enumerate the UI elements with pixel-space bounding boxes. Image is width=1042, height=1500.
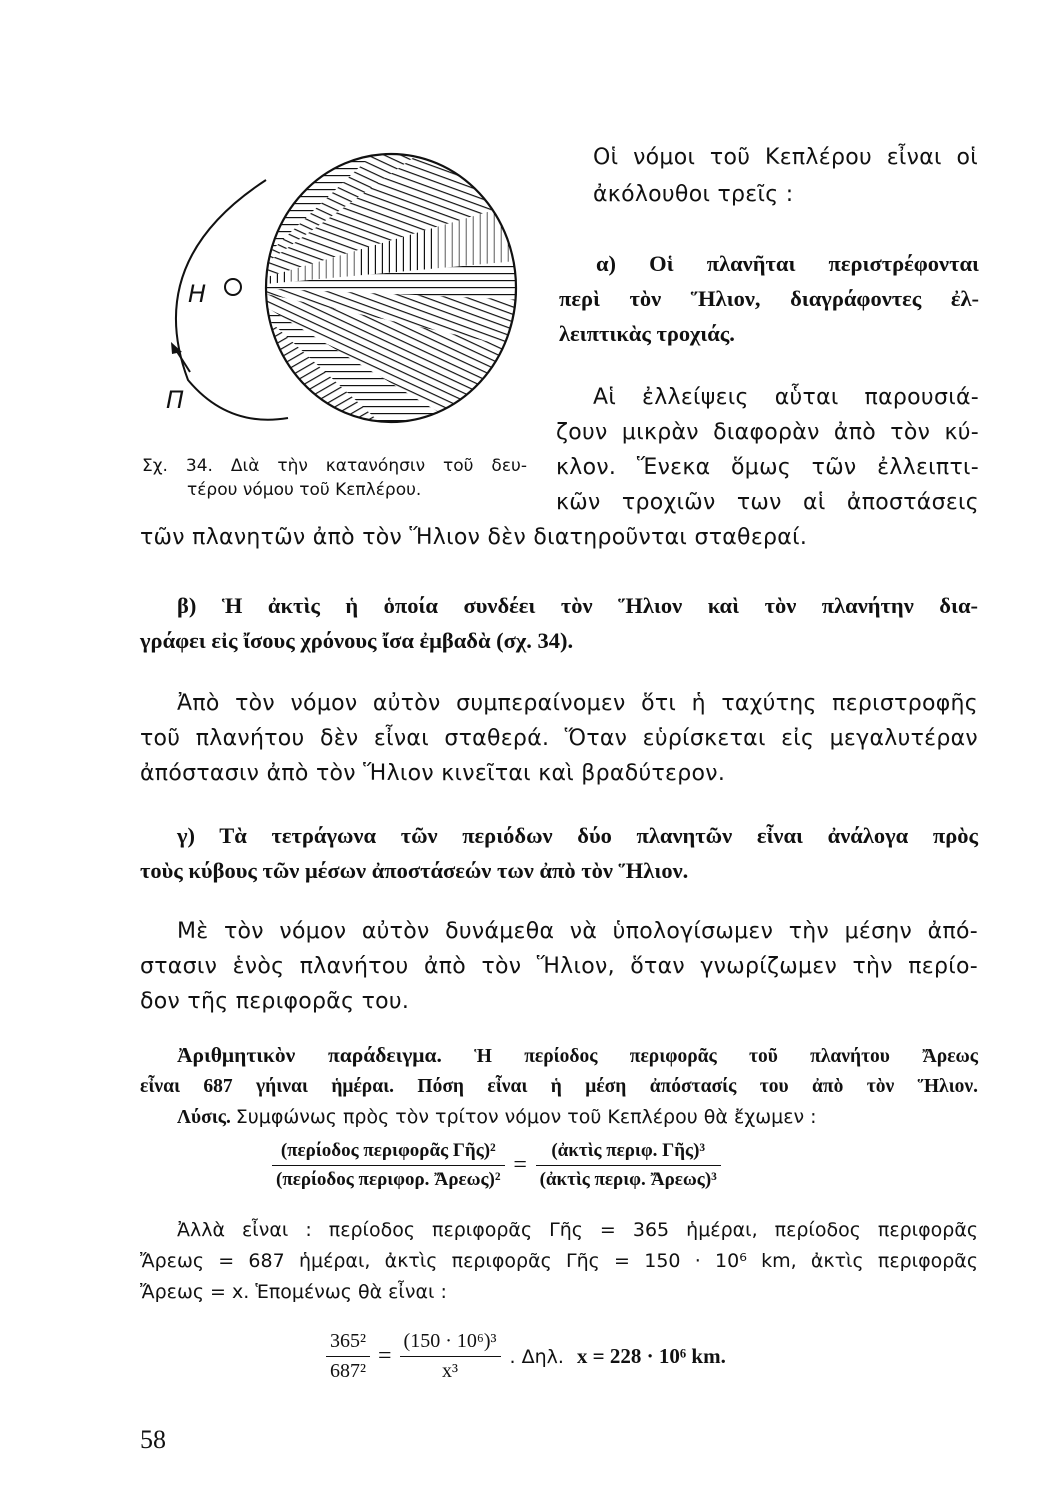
caption-line: Σχ. 34. Διὰ τὴν κατανόησιν τοῦ δευ- bbox=[142, 456, 527, 476]
equation-right-fraction bbox=[536, 1140, 721, 1191]
equation-kepler bbox=[272, 1140, 872, 1191]
eq1-right-denominator: (ἀκτὶς περιφ. Ἄρεως)³ bbox=[539, 1169, 717, 1190]
law-c-text-line: στασιν ἑνὸς πλανήτου ἀπὸ τὸν Ἥλιον, ὅταν γνωρίζωμεν τὴν περίο- bbox=[140, 954, 978, 979]
law-a-line: περὶ τὸν Ἥλιον, διαγράφοντες ἐλ- bbox=[559, 286, 979, 311]
example-block bbox=[140, 1040, 978, 1133]
solution-line bbox=[140, 1102, 978, 1133]
ellipse-line: κλον. Ἕνεκα ὅμως τῶν ἐλλειπτι- bbox=[556, 455, 979, 480]
intro-line: Οἱ νόμοι τοῦ Κεπλέρου εἶναι οἱ bbox=[593, 145, 978, 170]
law-a bbox=[559, 246, 979, 351]
ellipse-line: τῶν πλανητῶν ἀπὸ τὸν Ἥλιον δὲν διατηροῦνται σταθεραί. bbox=[140, 525, 808, 550]
values-line: Ἄρεως = x. Ἑπομένως θὰ εἶναι : bbox=[140, 1281, 447, 1303]
label-P: Π bbox=[166, 386, 185, 414]
law-c-paragraph bbox=[140, 914, 978, 1019]
eq1-left-numerator: (περίοδος περιφορᾶς Γῆς)² bbox=[272, 1140, 505, 1166]
values-line: Ἄρεως = 687 ἡμέραι, ἀκτὶς περιφορᾶς Γῆς = 150 · 10⁶ km, ἀκτὶς περιφορᾶς bbox=[140, 1250, 978, 1272]
direction-arrow bbox=[176, 350, 190, 372]
law-c-line: γ) Τὰ τετράγωνα τῶν περιόδων δύο πλανητῶν εἶναι ἀνάλογα πρὸς bbox=[177, 823, 978, 848]
law-a-line: λειπτικὰς τροχιάς. bbox=[559, 321, 735, 346]
eq2-result: x = 228 · 10⁶ km. bbox=[576, 1344, 726, 1368]
values-line: Ἀλλὰ εἶναι : περίοδος περιφορᾶς Γῆς = 365 ἡμέραι, περίοδος περιφορᾶς bbox=[177, 1219, 978, 1241]
solution-text: Συμφώνως πρὸς τὸν τρίτον νόμον τοῦ Κεπλέρου θὰ ἔχωμεν : bbox=[235, 1106, 817, 1128]
ellipse-paragraph-end bbox=[140, 520, 980, 555]
law-c-text-line: Μὲ τὸν νόμον αὐτὸν δυνάμεθα νὰ ὑπολογίσωμεν τὴν μέσην ἀπό- bbox=[177, 919, 978, 944]
law-b-text-line: ἀπόστασιν ἀπὸ τὸν Ἥλιον κινεῖται καὶ βραδύτερον. bbox=[140, 761, 726, 786]
eq2-right-fraction bbox=[400, 1330, 501, 1383]
law-b-line: γράφει εἰς ἴσους χρόνους ἴσα ἐμβαδὰ (σχ. 34). bbox=[140, 628, 574, 653]
example-question-start: Ἡ περίοδος περιφορᾶς τοῦ πλανήτου Ἄρεως bbox=[474, 1046, 979, 1067]
eq2-result-prefix: . Δηλ. bbox=[509, 1345, 564, 1368]
eq2-right-denominator: x³ bbox=[442, 1360, 459, 1382]
eq2-left-numerator: 365² bbox=[326, 1330, 370, 1357]
intro-paragraph bbox=[593, 140, 978, 212]
page-number: 58 bbox=[140, 1425, 166, 1454]
ellipse-line: Αἱ ἐλλείψεις αὗται παρουσιά- bbox=[593, 385, 979, 410]
eq2-left-fraction bbox=[326, 1330, 370, 1383]
ellipse-paragraph bbox=[556, 380, 979, 520]
intro-line: ἀκόλουθοι τρεῖς : bbox=[593, 182, 794, 207]
eq1-right-numerator: (ἀκτὶς περιφ. Γῆς)³ bbox=[536, 1140, 721, 1166]
law-b bbox=[140, 588, 978, 658]
eq1-left-denominator: (περίοδος περιφορ. Ἄρεως)² bbox=[276, 1169, 501, 1190]
sun-icon bbox=[225, 279, 241, 295]
kepler-figure bbox=[138, 140, 528, 430]
law-b-line: β) Ἡ ἀκτὶς ἡ ὁποία συνδέει τὸν Ἥλιον καὶ τὸν πλανήτην δια- bbox=[177, 593, 978, 618]
equation-left-fraction bbox=[272, 1140, 505, 1191]
law-c bbox=[140, 818, 978, 888]
eq2-equals: = bbox=[378, 1343, 392, 1369]
ellipse-line: κῶν τροχιῶν των αἱ ἀποστάσεις bbox=[556, 490, 979, 515]
solution-label: Λύσις. bbox=[177, 1107, 231, 1128]
eq2-right-numerator: (150 · 10⁶)³ bbox=[400, 1330, 501, 1357]
example-heading: Ἀριθμητικὸν παράδειγμα. bbox=[177, 1043, 442, 1067]
eq2-left-denominator: 687² bbox=[330, 1360, 366, 1382]
eq1-equals: = bbox=[513, 1152, 527, 1178]
figure-caption bbox=[142, 454, 527, 502]
law-b-text-line: Ἀπὸ τὸν νόμον αὐτὸν συμπεραίνομεν ὅτι ἡ ταχύτης περιστροφῆς bbox=[177, 691, 978, 716]
label-H: H bbox=[188, 280, 207, 308]
ellipse-diagram bbox=[138, 140, 528, 430]
sun-sectors bbox=[198, 140, 528, 430]
example-line2: εἶναι 687 γήιναι ἡμέραι. Πόση εἶναι ἡ μέση ἀπόστασίς του ἀπὸ τὸν Ἥλιον. bbox=[140, 1076, 978, 1097]
law-c-text-line: δον τῆς περιφορᾶς του. bbox=[140, 989, 410, 1014]
ellipse-line: ζουν μικρὰν διαφορὰν ἀπὸ τὸν κύ- bbox=[556, 420, 979, 445]
example-line1 bbox=[140, 1040, 978, 1072]
law-c-line: τοὺς κύβους τῶν μέσων ἀποστάσεών των ἀπὸ τὸν Ἥλιον. bbox=[140, 858, 689, 883]
equation-solution bbox=[326, 1330, 886, 1383]
law-b-text-line: τοῦ πλανήτου δὲν εἶναι σταθερά. Ὅταν εὑρίσκεται εἰς μεγαλυτέραν bbox=[140, 726, 978, 751]
law-a-line: α) Οἱ πλανῆται περιστρέφονται bbox=[596, 251, 979, 276]
caption-line: τέρου νόμου τοῦ Κεπλέρου. bbox=[187, 480, 422, 500]
values-paragraph bbox=[140, 1215, 978, 1308]
law-b-paragraph bbox=[140, 686, 978, 791]
